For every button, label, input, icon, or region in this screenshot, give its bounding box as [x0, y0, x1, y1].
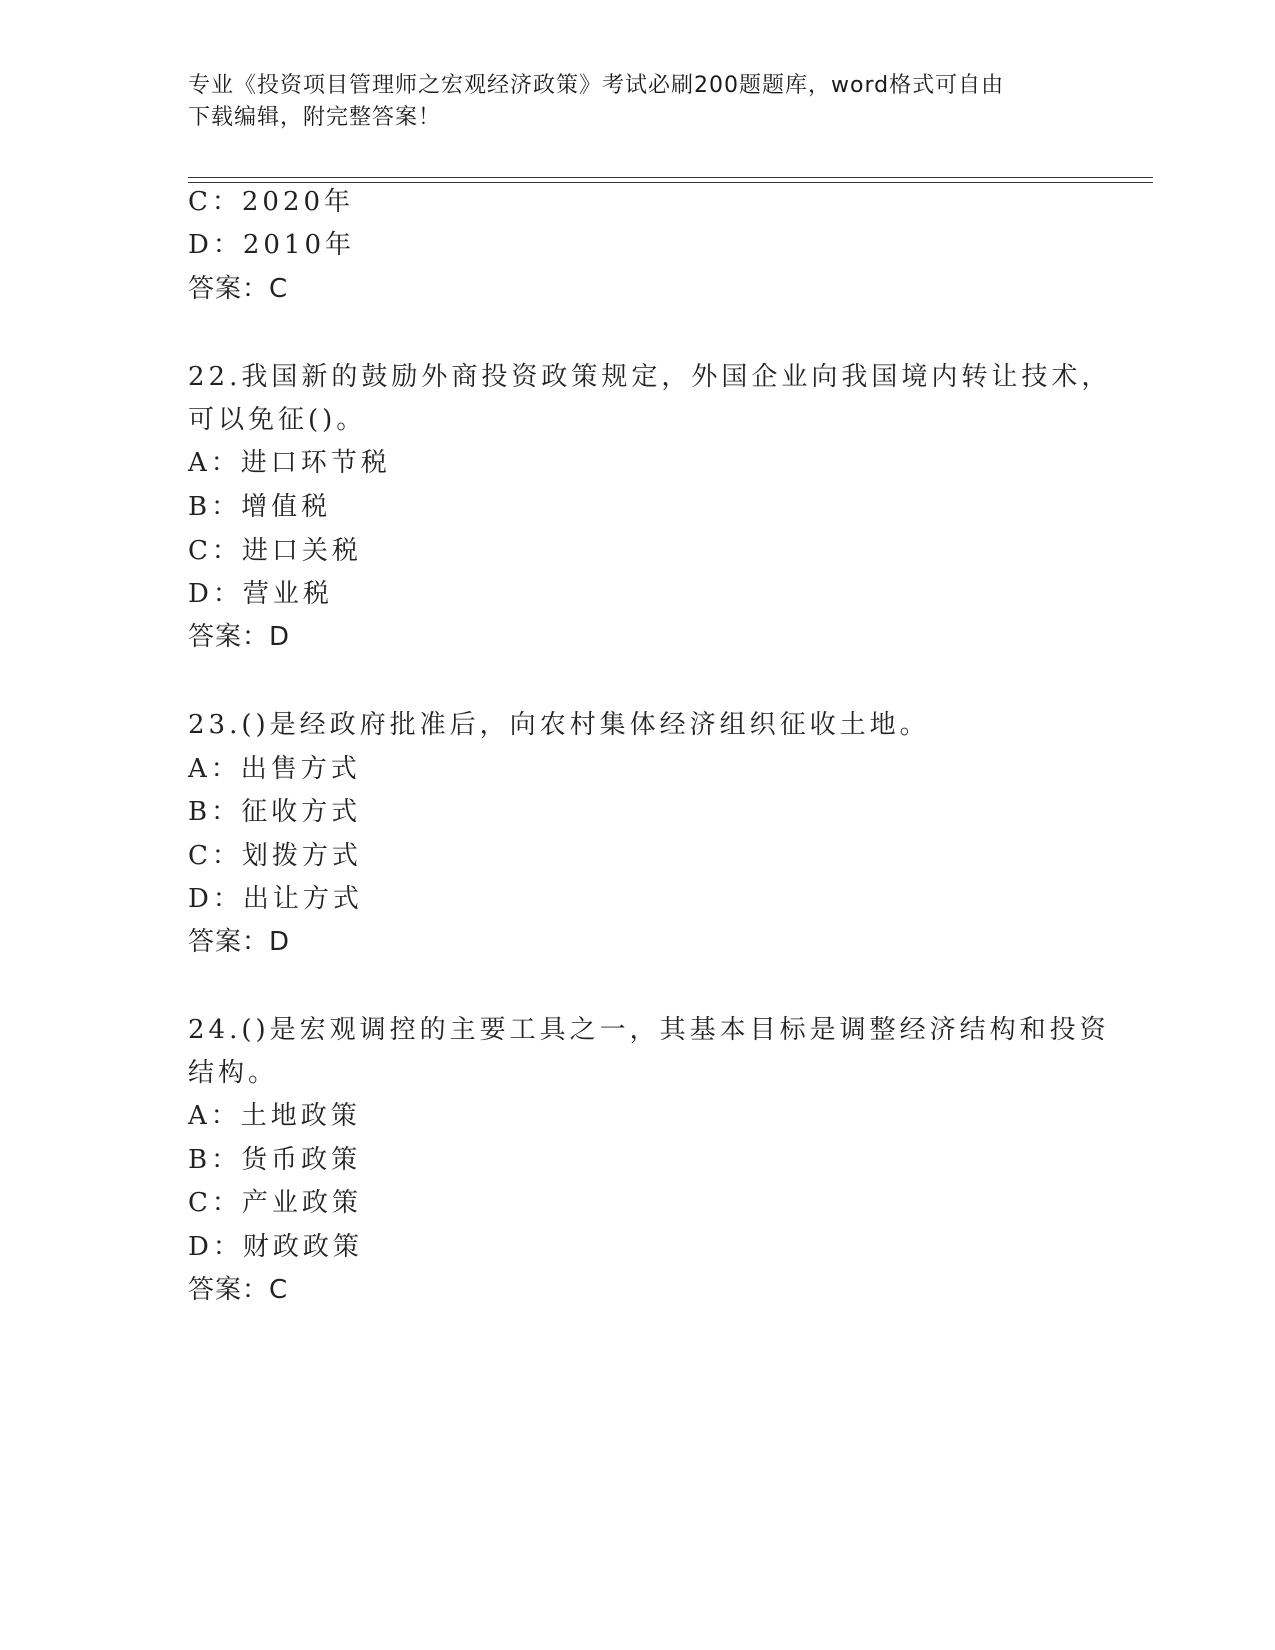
q24-stem-line-1: 24.()是宏观调控的主要工具之一，其基本目标是调整经济结构和投资	[188, 1015, 1110, 1045]
header-rule-top	[188, 177, 1153, 178]
q24-option-c: C：产业政策	[188, 1188, 362, 1218]
page-header	[188, 70, 1088, 134]
q23-option-d: D：出让方式	[188, 884, 363, 914]
q21-option-c: C：2020年	[188, 187, 355, 217]
q22-option-b: B：增值税	[188, 492, 332, 522]
q24-answer: 答案：C	[188, 1275, 289, 1305]
header-line-1: 专业《投资项目管理师之宏观经济政策》考试必刷200题题库，word格式可自由	[188, 73, 1005, 98]
q21-option-d: D：2010年	[188, 230, 356, 260]
q21-answer: 答案：C	[188, 274, 289, 304]
q24-stem-line-2: 结构。	[188, 1058, 279, 1088]
q24-option-a: A：土地政策	[188, 1101, 361, 1131]
q22-stem-line-2: 可以免征()。	[188, 405, 367, 435]
q24-option-d: D：财政政策	[188, 1232, 363, 1262]
header-line-2: 下载编辑，附完整答案！	[188, 105, 442, 130]
q24-option-b: B：货币政策	[188, 1145, 362, 1175]
q23-option-c: C：划拨方式	[188, 841, 362, 871]
q23-option-b: B：征收方式	[188, 797, 362, 827]
q22-option-a: A：进口环节税	[188, 448, 391, 478]
q23-answer: 答案：D	[188, 927, 291, 957]
q23-stem-line-1: 23.()是经政府批准后，向农村集体经济组织征收土地。	[188, 710, 930, 740]
q23-option-a: A：出售方式	[188, 754, 361, 784]
q22-option-d: D：营业税	[188, 579, 333, 609]
header-rule-bottom	[188, 182, 1153, 183]
q22-answer: 答案：D	[188, 622, 291, 652]
q22-stem-line-1: 22.我国新的鼓励外商投资政策规定，外国企业向我国境内转让技术，	[188, 362, 1112, 392]
q22-option-c: C：进口关税	[188, 536, 362, 566]
